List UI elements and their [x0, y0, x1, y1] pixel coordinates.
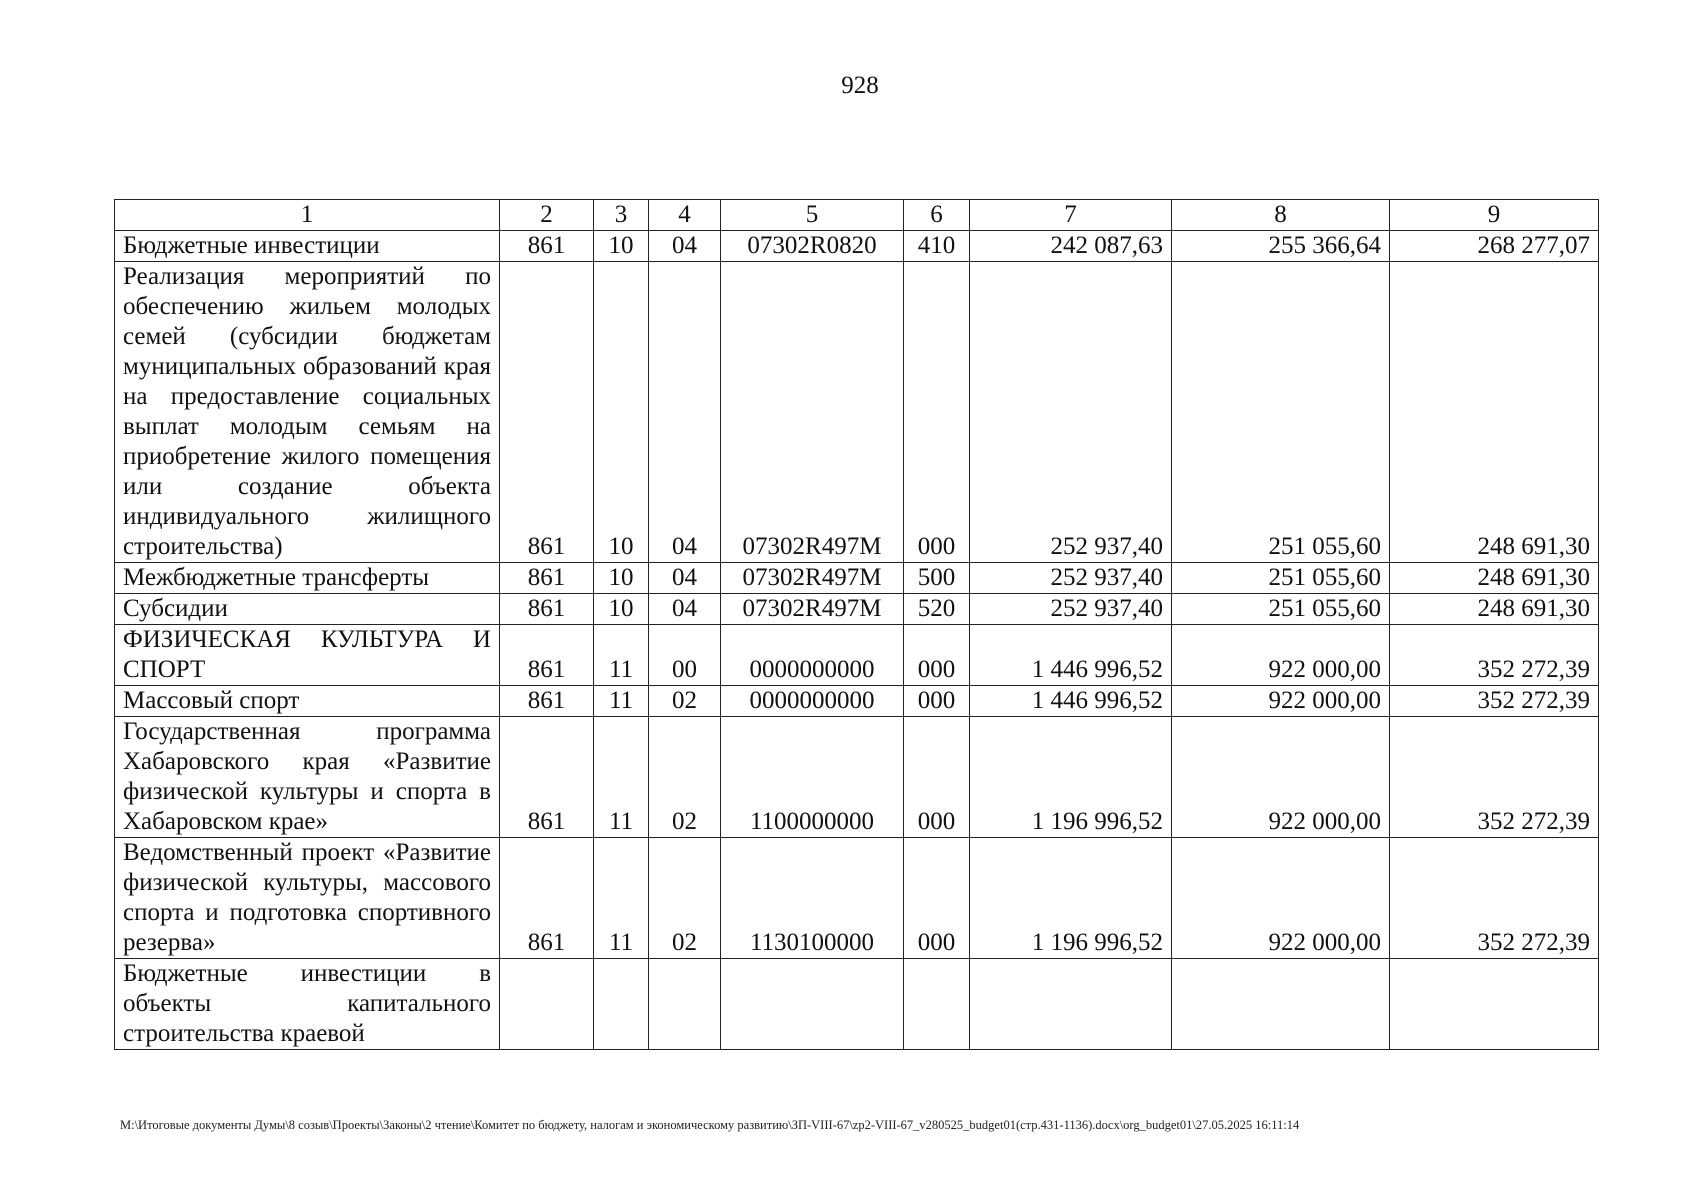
- header-row: [115, 200, 1599, 231]
- table-row: [115, 231, 1599, 262]
- cell-col-7: 252 937,40: [970, 262, 1172, 563]
- cell-col-8: 922 000,00: [1172, 625, 1390, 686]
- row-name: Государственная программа Хабаровского края «Развитие физической культуры и спорта в Хабаровском крае»: [115, 717, 500, 838]
- cell-col-8: 255 366,64: [1172, 231, 1390, 262]
- cell-col-8: 922 000,00: [1172, 717, 1390, 838]
- cell-col-7: 1 446 996,52: [970, 686, 1172, 717]
- cell-col-5: 0000000000: [721, 686, 904, 717]
- cell-col-3: 10: [594, 563, 649, 594]
- cell-col-6: 000: [904, 838, 970, 959]
- header-col-7: 7: [970, 200, 1172, 231]
- cell-col-9: 248 691,30: [1390, 594, 1599, 625]
- cell-col-3: [594, 959, 649, 1050]
- cell-col-8: 251 055,60: [1172, 262, 1390, 563]
- cell-col-3: 10: [594, 231, 649, 262]
- table-row: [115, 262, 1599, 563]
- cell-col-2: 861: [500, 686, 594, 717]
- row-name: Ведомственный проект «Развитие физической культуры, массового спорта и подготовка спортивного резерва»: [115, 838, 500, 959]
- cell-col-7: 242 087,63: [970, 231, 1172, 262]
- cell-col-4: 02: [649, 717, 721, 838]
- cell-col-2: 861: [500, 594, 594, 625]
- cell-col-9: 248 691,30: [1390, 262, 1599, 563]
- cell-col-7: 252 937,40: [970, 563, 1172, 594]
- cell-col-2: 861: [500, 625, 594, 686]
- cell-col-2: 861: [500, 717, 594, 838]
- cell-col-6: 500: [904, 563, 970, 594]
- cell-col-4: 02: [649, 686, 721, 717]
- cell-col-8: 251 055,60: [1172, 594, 1390, 625]
- table-row: [115, 838, 1599, 959]
- table-row: [115, 686, 1599, 717]
- header-col-3: 3: [594, 200, 649, 231]
- cell-col-4: 04: [649, 563, 721, 594]
- cell-col-5: [721, 959, 904, 1050]
- header-col-9: 9: [1390, 200, 1599, 231]
- cell-col-2: 861: [500, 231, 594, 262]
- cell-col-7: 252 937,40: [970, 594, 1172, 625]
- row-name: Массовый спорт: [115, 686, 500, 717]
- cell-col-9: 352 272,39: [1390, 838, 1599, 959]
- cell-col-6: 000: [904, 686, 970, 717]
- cell-col-4: 02: [649, 838, 721, 959]
- cell-col-7: 1 196 996,52: [970, 717, 1172, 838]
- table-row: [115, 594, 1599, 625]
- row-name: ФИЗИЧЕСКАЯ КУЛЬТУРА И СПОРТ: [115, 625, 500, 686]
- cell-col-6: 520: [904, 594, 970, 625]
- cell-col-3: 10: [594, 262, 649, 563]
- cell-col-5: 1100000000: [721, 717, 904, 838]
- table-row: [115, 959, 1599, 1050]
- header-col-6: 6: [904, 200, 970, 231]
- cell-col-3: 11: [594, 686, 649, 717]
- cell-col-4: [649, 959, 721, 1050]
- header-col-8: 8: [1172, 200, 1390, 231]
- cell-col-6: 000: [904, 262, 970, 563]
- cell-col-8: 251 055,60: [1172, 563, 1390, 594]
- cell-col-6: 410: [904, 231, 970, 262]
- row-name: Бюджетные инвестиции: [115, 231, 500, 262]
- cell-col-8: [1172, 959, 1390, 1050]
- cell-col-9: [1390, 959, 1599, 1050]
- cell-col-3: 11: [594, 625, 649, 686]
- cell-col-9: 268 277,07: [1390, 231, 1599, 262]
- cell-col-3: 11: [594, 838, 649, 959]
- cell-col-5: 07302R497M: [721, 262, 904, 563]
- cell-col-3: 11: [594, 717, 649, 838]
- cell-col-7: [970, 959, 1172, 1050]
- row-name: Бюджетные инвестиции в объекты капитального строительства краевой: [115, 959, 500, 1050]
- header-col-1: 1: [115, 200, 500, 231]
- cell-col-2: 861: [500, 262, 594, 563]
- cell-col-7: 1 446 996,52: [970, 625, 1172, 686]
- budget-table: [114, 199, 1599, 1050]
- cell-col-7: 1 196 996,52: [970, 838, 1172, 959]
- cell-col-5: 07302R497M: [721, 563, 904, 594]
- cell-col-8: 922 000,00: [1172, 838, 1390, 959]
- document-path-footer: М:\Итоговые документы Думы\8 созыв\Проекты\Законы\2 чтение\Комитет по бюджету, налогам и экономическому развитию\ЗП-VIII-67\zp2-VIII-67_v280525_budget01(стр.431-1136).docx\org_budget01\27.05.2025 16:11:14: [120, 1118, 1300, 1132]
- cell-col-2: [500, 959, 594, 1050]
- cell-col-6: 000: [904, 625, 970, 686]
- header-col-4: 4: [649, 200, 721, 231]
- header-col-5: 5: [721, 200, 904, 231]
- cell-col-6: 000: [904, 717, 970, 838]
- cell-col-5: 07302R497M: [721, 594, 904, 625]
- cell-col-9: 352 272,39: [1390, 686, 1599, 717]
- cell-col-5: 07302R0820: [721, 231, 904, 262]
- cell-col-9: 248 691,30: [1390, 563, 1599, 594]
- cell-col-3: 10: [594, 594, 649, 625]
- cell-col-4: 04: [649, 594, 721, 625]
- cell-col-4: 00: [649, 625, 721, 686]
- cell-col-8: 922 000,00: [1172, 686, 1390, 717]
- cell-col-5: 1130100000: [721, 838, 904, 959]
- table-row: [115, 717, 1599, 838]
- row-name: Реализация мероприятий по обеспечению жильем молодых семей (субсидии бюджетам муниципальных образований края на предоставление социальных выплат молодым семьям на приобретение жилого помещения или создание объекта индивидуального жилищного строительства): [115, 262, 500, 563]
- header-col-2: 2: [500, 200, 594, 231]
- cell-col-2: 861: [500, 838, 594, 959]
- cell-col-2: 861: [500, 563, 594, 594]
- page-number: 928: [841, 72, 879, 99]
- cell-col-4: 04: [649, 231, 721, 262]
- cell-col-9: 352 272,39: [1390, 717, 1599, 838]
- table-row: [115, 625, 1599, 686]
- cell-col-4: 04: [649, 262, 721, 563]
- table-row: [115, 563, 1599, 594]
- row-name: Субсидии: [115, 594, 500, 625]
- cell-col-5: 0000000000: [721, 625, 904, 686]
- cell-col-9: 352 272,39: [1390, 625, 1599, 686]
- cell-col-6: [904, 959, 970, 1050]
- row-name: Межбюджетные трансферты: [115, 563, 500, 594]
